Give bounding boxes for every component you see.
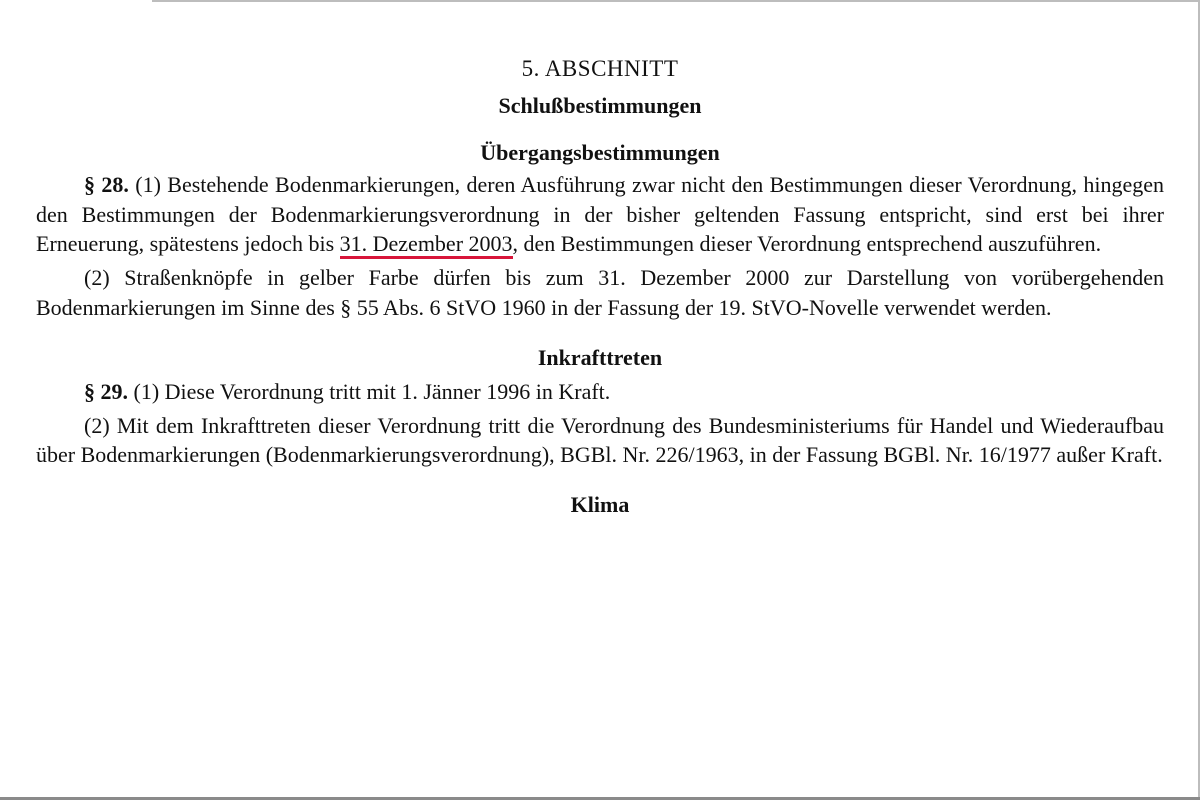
paragraph-29-1	[36, 377, 1164, 407]
signature: Klima	[570, 491, 630, 517]
top-border-line	[152, 0, 1200, 2]
subsection-heading-transitional: Übergangsbestimmungen	[480, 140, 720, 165]
document-page	[36, 52, 1164, 521]
paragraph-28-1	[36, 170, 1164, 259]
paragraph-29-text: (1) Diese Verordnung tritt mit 1. Jänner 1996 in Kraft.	[133, 379, 611, 404]
paragraph-29-2: (2) Mit dem Inkrafttreten dieser Verordnung tritt die Verordnung des Bundesministeriums für Handel und Wiederaufbau über Bodenmarkierungen (Bodenmarkierungsverordnung), BGBl. Nr. 226/1963, in der Fassung BGBl. Nr. 16/1977 außer Kraft.	[36, 412, 1164, 467]
section-number: 5. ABSCHNITT	[521, 56, 679, 81]
subsection-heading-entry-into-force: Inkrafttreten	[537, 345, 663, 370]
paragraph-28-2: (2) Straßenknöpfe in gelber Farbe dürfen bis zum 31. Dezember 2000 zur Darstellung von vorübergehenden Bodenmarkierungen im Sinne des § 55 Abs. 6 StVO 1960 in der Fassung der 19. StVO-Novelle verwendet werden.	[36, 265, 1164, 320]
section-title: Schlußbestimmungen	[498, 93, 702, 118]
paragraph-28-text-after: , den Bestimmungen dieser Verordnung entsprechend auszuführen.	[512, 231, 1102, 256]
paragraph-number-29: § 29.	[84, 379, 128, 404]
paragraph-28-text-before: (1) Bestehende Bodenmarkierungen, deren Ausführung zwar nicht den Bestimmungen dieser Verordnung, hingegen den Bestimmungen der Bodenmarkierungsverordnung in der bisher geltenden Fassung entspricht, sind erst bei ihrer Erneuerung, spätestens jedoch bis	[36, 172, 1165, 256]
highlighted-date: 31. Dezember 2003	[340, 232, 513, 259]
paragraph-number-28: § 28.	[84, 172, 129, 197]
